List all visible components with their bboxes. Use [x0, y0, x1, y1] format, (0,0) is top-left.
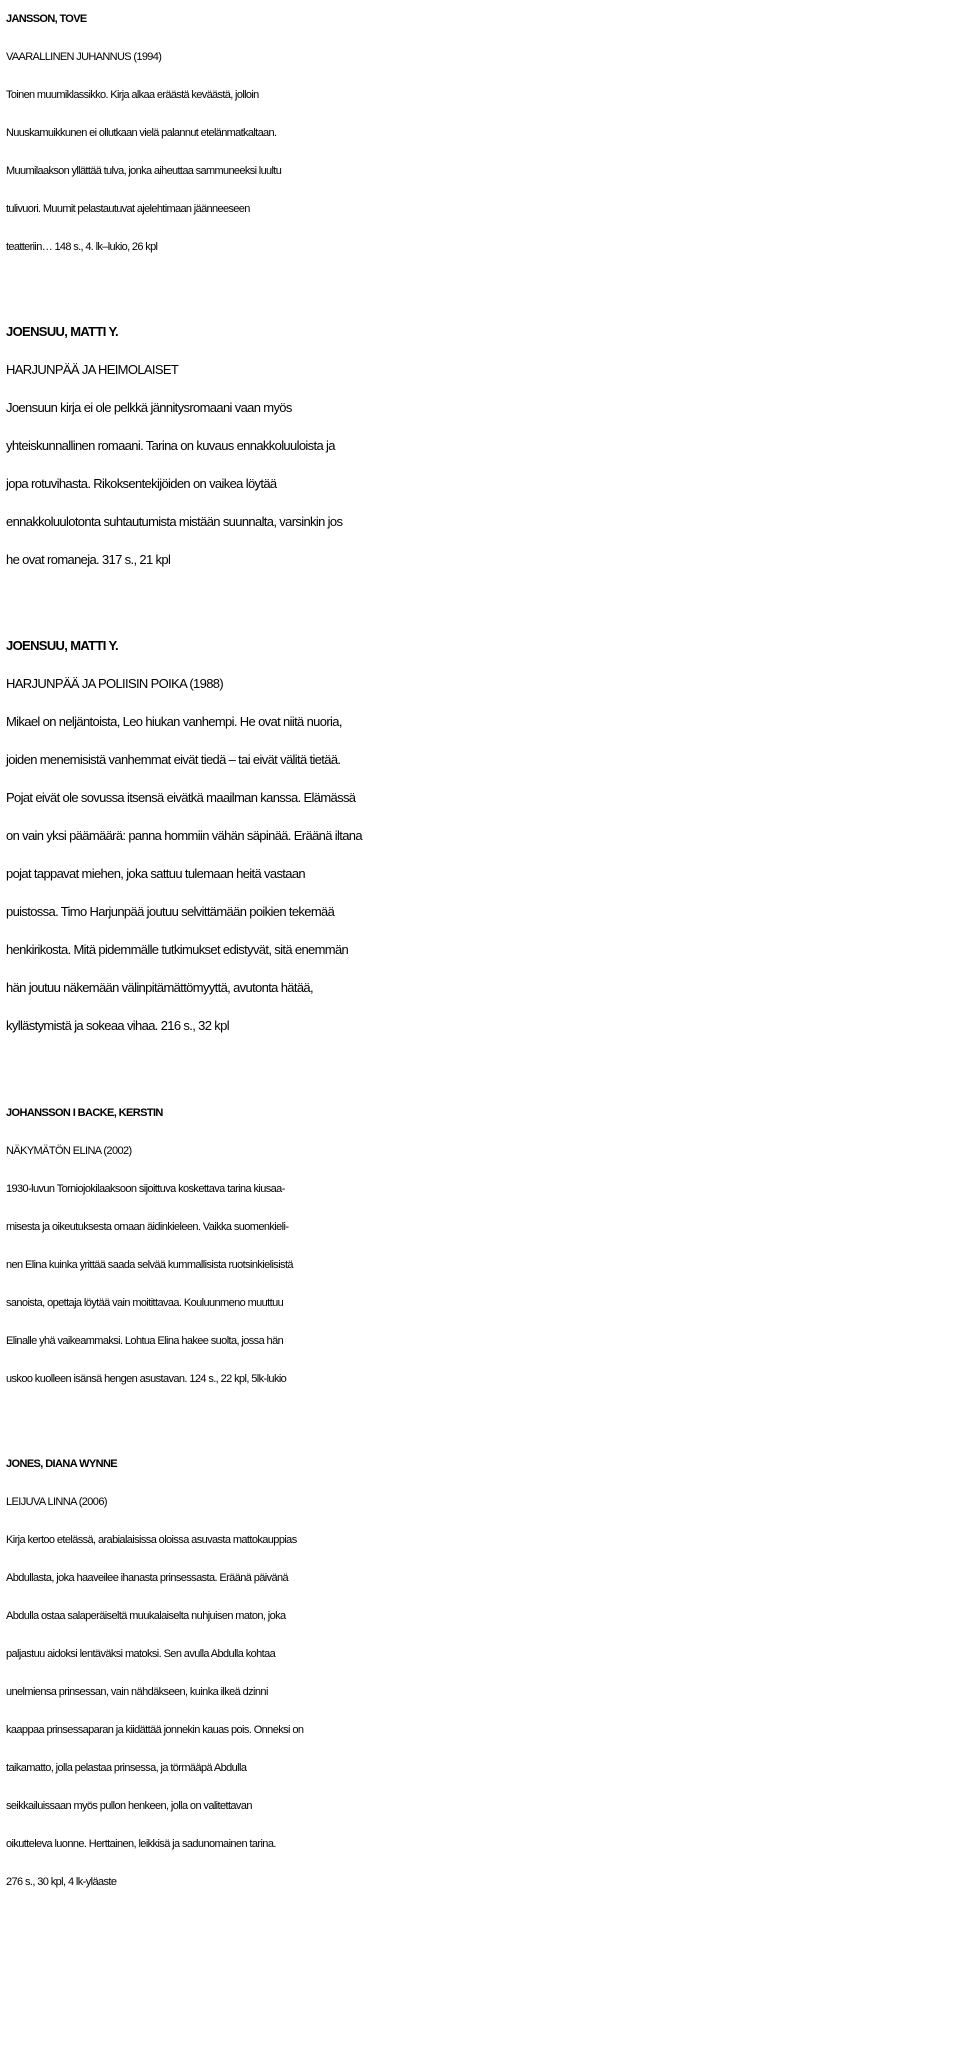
entry-description-line: hän joutuu näkemään välinpitämättömyyttä, avutonta hätää, [6, 980, 313, 995]
entry-author: JANSSON, TOVE [6, 13, 87, 25]
entry-description-line: kyllästymistä ja sokeaa vihaa. 216 s., 32 kpl [6, 1018, 229, 1033]
entry-description-line: Abdullasta, joka haaveilee ihanasta prinsessasta. Eräänä päivänä [6, 1572, 289, 1584]
entry-description-line: puistossa. Timo Harjunpää joutuu selvittämään poikien tekemää [6, 904, 335, 919]
entry-description-line: teatteriin… 148 s., 4. lk–lukio, 26 kpl [6, 241, 158, 253]
entry-description-line: on vain yksi päämäärä: panna hommiin vähän säpinää. Eräänä iltana [6, 828, 362, 843]
entry-description-line: joiden menemisistä vanhemmat eivät tiedä – tai eivät välitä tietää. [6, 752, 341, 767]
entry-description-line: kaappaa prinsessaparan ja kiidättää jonnekin kauas pois. Onneksi on [6, 1724, 304, 1736]
entry-description-line: Toinen muumiklassikko. Kirja alkaa eräästä keväästä, jolloin [6, 89, 259, 101]
entry-description-line: he ovat romaneja. 317 s., 21 kpl [6, 552, 171, 567]
book-entry [6, 0, 956, 266]
entry-description-line: taikamatto, jolla pelastaa prinsessa, ja törmääpä Abdulla [6, 1762, 247, 1774]
entry-description-line: Elinalle yhä vaikeammaksi. Lohtua Elina hakee suolta, jossa hän [6, 1335, 284, 1347]
book-entry [6, 1445, 956, 1901]
book-entry [6, 313, 956, 579]
entry-description-line: Kirja kertoo etelässä, arabialaisissa oloissa asuvasta mattokauppias [6, 1534, 297, 1546]
entry-description-line: Nuuskamuikkunen ei ollutkaan vielä palannut etelänmatkaltaan. [6, 127, 277, 139]
entry-description-line: Mikael on neljäntoista, Leo hiukan vanhempi. He ovat niitä nuoria, [6, 714, 342, 729]
entry-description-line: uskoo kuolleen isänsä hengen asustavan. 124 s., 22 kpl, 5lk-lukio [6, 1373, 287, 1385]
book-entry [6, 1094, 956, 1398]
entry-description-line: 1930-luvun Torniojokilaaksoon sijoittuva koskettava tarina kiusaa- [6, 1183, 285, 1195]
entry-description-line: Abdulla ostaa salaperäiseltä muukalaiselta nuhjuisen maton, joka [6, 1610, 286, 1622]
entry-description-line: henkirikosta. Mitä pidemmälle tutkimukset edistyvät, sitä enemmän [6, 942, 349, 957]
entry-description-line: tulivuori. Muumit pelastautuvat ajelehtimaan jäänneeseen [6, 203, 250, 215]
entry-description-line: yhteiskunnallinen romaani. Tarina on kuvaus ennakkoluuloista ja [6, 438, 335, 453]
entry-description-line: sanoista, opettaja löytää vain moitittavaa. Kouluunmeno muuttuu [6, 1297, 284, 1309]
entry-description-line: pojat tappavat miehen, joka sattuu tulemaan heitä vastaan [6, 866, 306, 881]
entry-description-line: Muumilaakson yllättää tulva, jonka aiheuttaa sammuneeksi luultu [6, 165, 282, 177]
entry-description-line: oikutteleva luonne. Herttainen, leikkisä ja sadunomainen tarina. [6, 1838, 276, 1850]
entry-title: HARJUNPÄÄ JA POLIISIN POIKA (1988) [6, 676, 224, 691]
entry-description-line: seikkailuissaan myös pullon henkeen, jolla on valitettavan [6, 1800, 252, 1812]
entry-title: LEIJUVA LINNA (2006) [6, 1496, 107, 1508]
entry-description-line: unelmiensa prinsessan, vain nähdäkseen, kuinka ilkeä dzinni [6, 1686, 268, 1698]
entry-author: JOENSUU, MATTI Y. [6, 324, 118, 339]
entry-description-line: Pojat eivät ole sovussa itsensä eivätkä maailman kanssa. Elämässä [6, 790, 356, 805]
entry-description-line: Joensuun kirja ei ole pelkkä jännitysromaani vaan myös [6, 400, 292, 415]
book-entry [6, 627, 956, 1045]
entry-author: JONES, DIANA WYNNE [6, 1458, 118, 1470]
entry-author: JOHANSSON I BACKE, KERSTIN [6, 1107, 163, 1119]
entry-description-line: ennakkoluulotonta suhtautumista mistään suunnalta, varsinkin jos [6, 514, 343, 529]
entry-description-line: 276 s., 30 kpl, 4 lk-yläaste [6, 1876, 117, 1888]
book-list-page [6, 0, 956, 1901]
entry-description-line: paljastuu aidoksi lentäväksi matoksi. Sen avulla Abdulla kohtaa [6, 1648, 276, 1660]
entry-author: JOENSUU, MATTI Y. [6, 638, 118, 653]
entry-title: HARJUNPÄÄ JA HEIMOLAISET [6, 362, 179, 377]
entry-description-line: nen Elina kuinka yrittää saada selvää kummallisista ruotsinkielisistä [6, 1259, 293, 1271]
entry-title: NÄKYMÄTÖN ELINA (2002) [6, 1145, 132, 1157]
entry-description-line: jopa rotuvihasta. Rikoksentekijöiden on vaikea löytää [6, 476, 277, 491]
entry-description-line: misesta ja oikeutuksesta omaan äidinkieleen. Vaikka suomenkieli- [6, 1221, 289, 1233]
entry-title: VAARALLINEN JUHANNUS (1994) [6, 51, 162, 63]
